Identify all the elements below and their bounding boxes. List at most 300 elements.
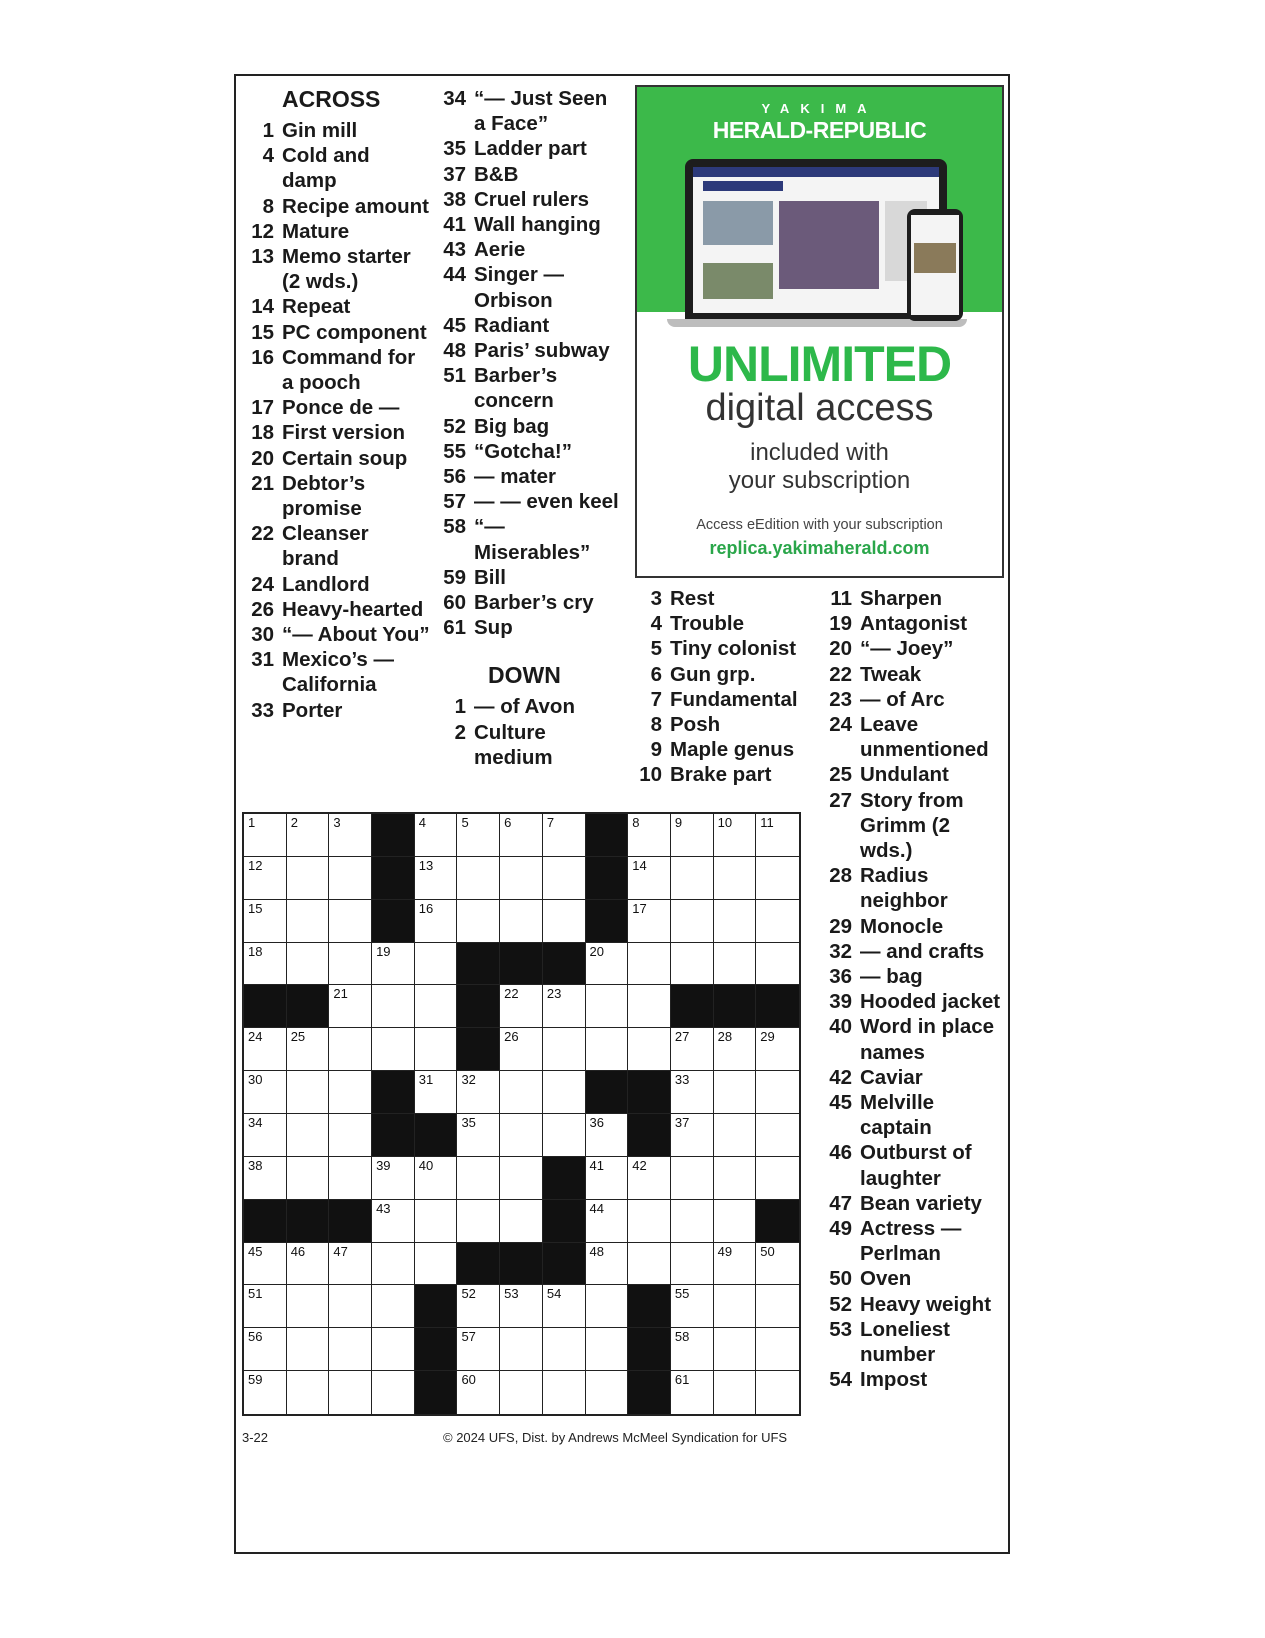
grid-cell[interactable] bbox=[714, 857, 757, 900]
clue-number: 24 bbox=[829, 713, 852, 737]
grid-cell[interactable] bbox=[287, 1114, 330, 1157]
cell-number: 28 bbox=[717, 1029, 733, 1045]
clue-text: Heavy-hearted bbox=[282, 597, 424, 621]
clue-number: 10 bbox=[639, 763, 662, 787]
grid-cell[interactable] bbox=[329, 943, 372, 986]
clue-number: 54 bbox=[829, 1368, 852, 1392]
clue-number: 28 bbox=[829, 864, 852, 888]
grid-cell-black bbox=[287, 1200, 330, 1243]
grid-cell-black bbox=[329, 1200, 372, 1243]
clue-text: Paris’ subway bbox=[474, 339, 610, 363]
ad-access-text: Access eEdition with your subscription bbox=[696, 517, 943, 533]
grid-cell-black bbox=[457, 985, 500, 1028]
grid-cell-black bbox=[415, 1114, 458, 1157]
clue-item bbox=[440, 464, 620, 489]
clue-number: 8 bbox=[650, 713, 662, 737]
grid-cell[interactable] bbox=[287, 1285, 330, 1328]
grid-cell[interactable] bbox=[287, 1071, 330, 1114]
grid-cell[interactable] bbox=[244, 1243, 287, 1286]
grid-cell[interactable] bbox=[500, 1028, 543, 1071]
grid-cell[interactable] bbox=[244, 1371, 287, 1414]
clue-item bbox=[440, 136, 620, 161]
grid-cell[interactable] bbox=[500, 985, 543, 1028]
clue-number: 4 bbox=[650, 612, 662, 636]
clue-item bbox=[250, 244, 430, 294]
cell-number: 18 bbox=[248, 943, 263, 959]
grid-cell[interactable] bbox=[543, 1028, 586, 1071]
clue-item bbox=[250, 698, 430, 723]
grid-cell[interactable] bbox=[457, 814, 500, 857]
grid-cell[interactable] bbox=[329, 1243, 372, 1286]
grid-cell[interactable] bbox=[372, 943, 415, 986]
grid-cell[interactable] bbox=[500, 814, 543, 857]
clue-text: Word in place names bbox=[860, 1015, 995, 1064]
cell-number: 47 bbox=[333, 1243, 348, 1259]
grid-cell[interactable] bbox=[329, 1157, 372, 1200]
subscription-ad[interactable] bbox=[635, 85, 1004, 578]
cell-number: 6 bbox=[504, 815, 512, 830]
cell-number: 1 bbox=[248, 815, 256, 830]
grid-cell[interactable] bbox=[287, 943, 330, 986]
clue-text: “Gotcha!” bbox=[474, 439, 572, 463]
grid-cell[interactable] bbox=[415, 900, 458, 943]
clue-number: 21 bbox=[251, 471, 274, 495]
grid-cell-black bbox=[628, 1114, 671, 1157]
clue-number: 24 bbox=[251, 572, 274, 596]
grid-cell-black bbox=[586, 900, 629, 943]
clue-text: “— About You” bbox=[282, 623, 430, 647]
ad-brand: HERALD-REPUBLIC bbox=[712, 117, 927, 143]
clue-number: 51 bbox=[443, 364, 466, 388]
grid-cell[interactable] bbox=[714, 1285, 757, 1328]
grid-cell[interactable] bbox=[457, 1071, 500, 1114]
grid-cell[interactable] bbox=[756, 1328, 799, 1371]
clue-number: 32 bbox=[829, 939, 852, 963]
clue-number: 47 bbox=[829, 1191, 852, 1215]
grid-cell[interactable] bbox=[287, 900, 330, 943]
grid-cell[interactable] bbox=[628, 900, 671, 943]
clue-number: 2 bbox=[454, 720, 466, 744]
grid-cell[interactable] bbox=[543, 1114, 586, 1157]
grid-cell[interactable] bbox=[586, 1371, 629, 1414]
cell-number: 3 bbox=[333, 815, 341, 830]
grid-cell[interactable] bbox=[500, 900, 543, 943]
grid-cell[interactable] bbox=[543, 1371, 586, 1414]
clue-text: Radiant bbox=[474, 313, 550, 337]
grid-cell[interactable] bbox=[586, 1114, 629, 1157]
grid-cell[interactable] bbox=[671, 1028, 714, 1071]
grid-cell[interactable] bbox=[500, 1200, 543, 1243]
clue-text: Radius neighbor bbox=[860, 864, 948, 913]
grid-cell[interactable] bbox=[372, 1028, 415, 1071]
grid-cell[interactable] bbox=[671, 1243, 714, 1286]
grid-cell[interactable] bbox=[586, 1328, 629, 1371]
grid-cell[interactable] bbox=[500, 857, 543, 900]
clue-number: 58 bbox=[443, 515, 466, 539]
grid-cell[interactable] bbox=[586, 1243, 629, 1286]
grid-cell[interactable] bbox=[372, 1157, 415, 1200]
clue-text: Loneliest number bbox=[860, 1317, 950, 1367]
grid-cell[interactable] bbox=[671, 1071, 714, 1114]
grid-cell[interactable] bbox=[586, 985, 629, 1028]
grid-cell[interactable] bbox=[714, 1200, 757, 1243]
clue-item bbox=[826, 611, 1006, 636]
grid-cell[interactable] bbox=[543, 814, 586, 857]
grid-cell[interactable] bbox=[244, 1285, 287, 1328]
grid-cell[interactable] bbox=[714, 1371, 757, 1414]
grid-cell[interactable] bbox=[628, 1028, 671, 1071]
cell-number: 11 bbox=[760, 815, 774, 830]
grid-cell[interactable] bbox=[586, 1285, 629, 1328]
cell-number: 13 bbox=[418, 857, 434, 873]
clue-number: 14 bbox=[251, 295, 274, 319]
clue-number: 56 bbox=[443, 465, 466, 489]
clue-text: Cold and damp bbox=[282, 144, 370, 193]
grid-cell[interactable] bbox=[457, 1285, 500, 1328]
grid-cell[interactable] bbox=[756, 814, 799, 857]
clue-item bbox=[638, 712, 818, 737]
grid-cell[interactable] bbox=[543, 900, 586, 943]
grid-cell[interactable] bbox=[671, 857, 714, 900]
grid-cell[interactable] bbox=[415, 1200, 458, 1243]
grid-cell[interactable] bbox=[500, 1114, 543, 1157]
cell-number: 53 bbox=[504, 1286, 519, 1302]
grid-cell-black bbox=[586, 857, 629, 900]
grid-cell[interactable] bbox=[415, 1028, 458, 1071]
clue-text: Sup bbox=[474, 616, 513, 640]
grid-cell[interactable] bbox=[714, 1243, 757, 1286]
clue-text: First version bbox=[282, 421, 406, 445]
grid-cell[interactable] bbox=[287, 1243, 330, 1286]
clue-text: — mater bbox=[474, 465, 557, 489]
clue-item bbox=[250, 446, 430, 471]
clue-item bbox=[826, 1317, 1006, 1367]
clue-item bbox=[440, 414, 620, 439]
clue-item bbox=[638, 662, 818, 687]
clue-text: Landlord bbox=[282, 572, 370, 596]
grid-cell[interactable] bbox=[671, 1114, 714, 1157]
grid-cell[interactable] bbox=[500, 1328, 543, 1371]
grid-cell[interactable] bbox=[714, 943, 757, 986]
clue-number: 50 bbox=[829, 1267, 852, 1291]
grid-cell[interactable] bbox=[671, 900, 714, 943]
grid-cell[interactable] bbox=[586, 1028, 629, 1071]
cell-number: 36 bbox=[589, 1115, 604, 1130]
cell-number: 43 bbox=[376, 1200, 391, 1216]
clue-item bbox=[440, 439, 620, 464]
grid-cell[interactable] bbox=[329, 985, 372, 1028]
grid-cell-black bbox=[372, 1114, 415, 1157]
cell-number: 37 bbox=[674, 1115, 690, 1130]
clue-text: Culture medium bbox=[474, 720, 553, 769]
grid-cell-black bbox=[244, 985, 287, 1028]
clue-number: 36 bbox=[829, 965, 852, 989]
clue-text: Rest bbox=[670, 587, 715, 610]
grid-cell[interactable] bbox=[756, 1028, 799, 1071]
grid-cell[interactable] bbox=[714, 900, 757, 943]
clue-text: Bill bbox=[474, 565, 506, 589]
grid-cell[interactable] bbox=[756, 1157, 799, 1200]
clue-item bbox=[440, 694, 620, 719]
clue-number: 5 bbox=[650, 637, 662, 661]
clue-item bbox=[440, 162, 620, 187]
cell-number: 54 bbox=[546, 1286, 562, 1302]
grid-cell[interactable] bbox=[415, 985, 458, 1028]
clue-number: 45 bbox=[829, 1091, 852, 1115]
grid-cell[interactable] bbox=[415, 1243, 458, 1286]
clue-item bbox=[440, 565, 620, 590]
clue-item bbox=[440, 489, 620, 514]
clue-number: 27 bbox=[829, 788, 852, 812]
cell-number: 51 bbox=[248, 1286, 263, 1302]
grid-cell[interactable] bbox=[287, 1328, 330, 1371]
grid-cell[interactable] bbox=[244, 857, 287, 900]
clue-number: 1 bbox=[262, 119, 274, 142]
clue-item bbox=[826, 914, 1006, 939]
clue-number: 6 bbox=[650, 662, 662, 686]
grid-cell[interactable] bbox=[628, 943, 671, 986]
grid-cell[interactable] bbox=[628, 814, 671, 857]
grid-cell[interactable] bbox=[415, 1071, 458, 1114]
cell-number: 17 bbox=[632, 900, 647, 916]
across-clues-column-2 bbox=[440, 86, 620, 770]
ad-url-link[interactable]: replica.yakimaherald.com bbox=[709, 538, 930, 558]
clue-item bbox=[440, 262, 620, 312]
grid-cell[interactable] bbox=[586, 1200, 629, 1243]
grid-cell[interactable] bbox=[244, 943, 287, 986]
clue-number: 16 bbox=[251, 345, 274, 369]
grid-cell[interactable] bbox=[756, 900, 799, 943]
grid-cell[interactable] bbox=[244, 1157, 287, 1200]
clue-item bbox=[638, 762, 818, 787]
clue-number: 42 bbox=[829, 1065, 852, 1089]
clue-number: 49 bbox=[829, 1217, 852, 1241]
clue-text: Gin mill bbox=[282, 119, 358, 142]
grid-cell-black bbox=[372, 900, 415, 943]
grid-cell[interactable] bbox=[714, 1071, 757, 1114]
grid-cell[interactable] bbox=[628, 857, 671, 900]
grid-cell[interactable] bbox=[244, 1328, 287, 1371]
grid-cell[interactable] bbox=[329, 1071, 372, 1114]
cell-number: 2 bbox=[290, 815, 298, 830]
clue-item bbox=[250, 320, 430, 345]
cell-number: 50 bbox=[760, 1243, 775, 1259]
grid-cell[interactable] bbox=[543, 1285, 586, 1328]
grid-cell[interactable] bbox=[543, 1328, 586, 1371]
grid-cell[interactable] bbox=[372, 1243, 415, 1286]
cell-number: 19 bbox=[376, 943, 391, 959]
clue-text: Gun grp. bbox=[670, 662, 756, 686]
grid-cell[interactable] bbox=[500, 1157, 543, 1200]
grid-cell[interactable] bbox=[287, 857, 330, 900]
grid-cell[interactable] bbox=[457, 900, 500, 943]
grid-cell[interactable] bbox=[415, 857, 458, 900]
clue-number: 59 bbox=[443, 565, 466, 589]
grid-cell[interactable] bbox=[287, 1371, 330, 1414]
grid-cell[interactable] bbox=[714, 814, 757, 857]
grid-cell[interactable] bbox=[457, 1371, 500, 1414]
grid-cell[interactable] bbox=[244, 1028, 287, 1071]
grid-cell[interactable] bbox=[329, 1028, 372, 1071]
cell-number: 33 bbox=[674, 1072, 690, 1088]
grid-cell[interactable] bbox=[415, 814, 458, 857]
grid-cell-black bbox=[543, 1200, 586, 1243]
grid-cell[interactable] bbox=[244, 900, 287, 943]
clue-number: 30 bbox=[251, 623, 274, 647]
grid-cell[interactable] bbox=[756, 1071, 799, 1114]
grid-cell[interactable] bbox=[543, 985, 586, 1028]
cell-number: 30 bbox=[248, 1072, 263, 1088]
clue-text: Cleanser brand bbox=[282, 522, 369, 571]
grid-cell-black bbox=[756, 1200, 799, 1243]
clue-text: PC component bbox=[282, 320, 427, 344]
grid-cell[interactable] bbox=[500, 1071, 543, 1114]
clue-item bbox=[826, 1090, 1006, 1140]
clue-item bbox=[826, 1216, 1006, 1266]
cell-number: 15 bbox=[248, 900, 263, 916]
clue-item bbox=[440, 720, 620, 770]
grid-cell[interactable] bbox=[415, 1157, 458, 1200]
grid-cell[interactable] bbox=[329, 857, 372, 900]
grid-cell[interactable] bbox=[372, 985, 415, 1028]
grid-cell[interactable] bbox=[671, 1371, 714, 1414]
ad-subheadline: digital access bbox=[705, 387, 934, 429]
grid-cell[interactable] bbox=[671, 1328, 714, 1371]
grid-cell[interactable] bbox=[329, 1328, 372, 1371]
clue-text: Leave unmentioned bbox=[860, 713, 989, 762]
grid-cell-black bbox=[714, 985, 757, 1028]
clue-text: Posh bbox=[670, 713, 721, 737]
ad-included-line-2: your subscription bbox=[728, 467, 911, 494]
grid-cell[interactable] bbox=[543, 857, 586, 900]
cell-number: 4 bbox=[418, 815, 426, 830]
grid-cell[interactable] bbox=[372, 1371, 415, 1414]
cell-number: 58 bbox=[674, 1329, 690, 1345]
grid-cell[interactable] bbox=[714, 1028, 757, 1071]
grid-cell-black bbox=[457, 943, 500, 986]
grid-cell[interactable] bbox=[244, 814, 287, 857]
grid-cell[interactable] bbox=[372, 1285, 415, 1328]
grid-cell[interactable] bbox=[329, 900, 372, 943]
clue-item bbox=[826, 788, 1006, 864]
grid-cell[interactable] bbox=[628, 1200, 671, 1243]
grid-cell[interactable] bbox=[756, 943, 799, 986]
grid-cell[interactable] bbox=[714, 1114, 757, 1157]
grid-cell[interactable] bbox=[457, 1114, 500, 1157]
grid-cell[interactable] bbox=[756, 1114, 799, 1157]
clue-item bbox=[826, 863, 1006, 913]
grid-cell[interactable] bbox=[586, 1157, 629, 1200]
grid-cell[interactable] bbox=[756, 1371, 799, 1414]
clue-text: Recipe amount bbox=[282, 194, 429, 218]
grid-cell[interactable] bbox=[714, 1328, 757, 1371]
grid-cell[interactable] bbox=[372, 1328, 415, 1371]
clue-item bbox=[826, 1065, 1006, 1090]
clue-item bbox=[826, 712, 1006, 762]
clue-item bbox=[250, 194, 430, 219]
clue-number: 22 bbox=[251, 522, 274, 546]
clue-number: 17 bbox=[251, 396, 274, 420]
clue-item bbox=[826, 662, 1006, 687]
clue-number: 35 bbox=[443, 137, 466, 161]
clue-text: Undulant bbox=[860, 763, 949, 787]
grid-cell[interactable] bbox=[628, 1157, 671, 1200]
grid-cell[interactable] bbox=[500, 1285, 543, 1328]
cell-number: 7 bbox=[546, 815, 555, 830]
grid-cell[interactable] bbox=[500, 1371, 543, 1414]
clue-text: B&B bbox=[474, 162, 519, 186]
cell-number: 32 bbox=[461, 1072, 476, 1088]
grid-cell[interactable] bbox=[756, 857, 799, 900]
grid-cell[interactable] bbox=[329, 1371, 372, 1414]
clue-item bbox=[250, 572, 430, 597]
grid-cell[interactable] bbox=[287, 814, 330, 857]
grid-cell-black bbox=[628, 1071, 671, 1114]
clue-item bbox=[826, 762, 1006, 787]
cell-number: 60 bbox=[461, 1372, 476, 1388]
grid-cell[interactable] bbox=[287, 1028, 330, 1071]
grid-cell[interactable] bbox=[415, 943, 458, 986]
grid-cell[interactable] bbox=[671, 1157, 714, 1200]
clue-item bbox=[440, 86, 620, 136]
grid-cell[interactable] bbox=[714, 1157, 757, 1200]
grid-cell[interactable] bbox=[671, 1285, 714, 1328]
grid-cell[interactable] bbox=[756, 1285, 799, 1328]
grid-cell[interactable] bbox=[756, 1243, 799, 1286]
grid-cell-black bbox=[628, 1328, 671, 1371]
grid-cell[interactable] bbox=[586, 943, 629, 986]
grid-cell[interactable] bbox=[244, 1114, 287, 1157]
clue-item bbox=[440, 212, 620, 237]
clue-text: Barber’s cry bbox=[474, 591, 594, 615]
clue-text: — bag bbox=[860, 965, 923, 989]
grid-cell[interactable] bbox=[244, 1071, 287, 1114]
clue-item bbox=[250, 420, 430, 445]
grid-cell[interactable] bbox=[628, 1243, 671, 1286]
clue-item bbox=[250, 345, 430, 395]
cell-number: 56 bbox=[248, 1329, 263, 1345]
clue-text: Caviar bbox=[860, 1065, 923, 1089]
grid-cell[interactable] bbox=[372, 1200, 415, 1243]
grid-cell[interactable] bbox=[457, 1157, 500, 1200]
grid-cell[interactable] bbox=[329, 1285, 372, 1328]
grid-cell[interactable] bbox=[543, 1071, 586, 1114]
cell-number: 22 bbox=[504, 986, 519, 1002]
crossword-grid[interactable] bbox=[242, 812, 801, 1416]
across-clues-column-1 bbox=[250, 86, 430, 723]
cell-number: 20 bbox=[589, 943, 604, 959]
cell-number: 34 bbox=[248, 1115, 263, 1130]
grid-cell[interactable] bbox=[628, 985, 671, 1028]
grid-cell-black bbox=[372, 1071, 415, 1114]
grid-cell[interactable] bbox=[457, 1200, 500, 1243]
grid-cell-black bbox=[586, 814, 629, 857]
clue-text: Mexico’s — California bbox=[282, 648, 395, 697]
grid-cell[interactable] bbox=[457, 1328, 500, 1371]
grid-cell[interactable] bbox=[671, 814, 714, 857]
cell-number: 57 bbox=[461, 1329, 476, 1345]
grid-cell[interactable] bbox=[457, 857, 500, 900]
clue-item bbox=[826, 989, 1006, 1014]
grid-cell[interactable] bbox=[671, 943, 714, 986]
clue-number: 19 bbox=[829, 612, 852, 636]
clue-text: — and crafts bbox=[860, 939, 985, 963]
grid-cell[interactable] bbox=[329, 1114, 372, 1157]
clue-text: Barber’s concern bbox=[474, 364, 558, 413]
grid-cell[interactable] bbox=[287, 1157, 330, 1200]
grid-cell[interactable] bbox=[671, 1200, 714, 1243]
grid-cell[interactable] bbox=[329, 814, 372, 857]
